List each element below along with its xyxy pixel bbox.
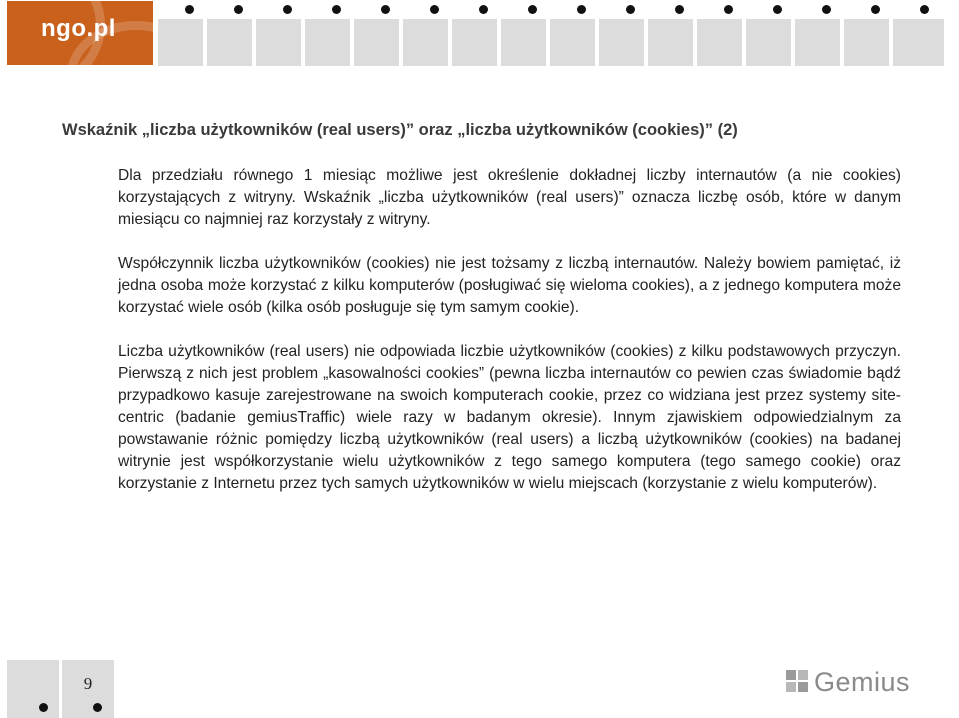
header-grid-cell xyxy=(844,19,889,66)
bullet-dot-icon xyxy=(39,703,48,712)
header-grid-cell xyxy=(501,19,546,66)
ngo-logo-text: ngo.pl xyxy=(41,15,116,42)
bullet-dot-icon xyxy=(185,5,194,14)
header-grid-cell xyxy=(305,19,350,66)
paragraph: Liczba użytkowników (real users) nie odpowiada liczbie użytkowników (cookies) z kilku podstawowych przyczyn. Pierwszą z nich jest problem „kasowalności cookies” (pewna liczba internautów co pewien czas świadomie bądź przypadkowo kasuje zarejestrowane na swoich komputerach cookie, przez co widziana jest przez systemy site-centric (badanie gemiusTraffic) wiele razy w badanym okresie). Innym zjawiskiem odpowiedzialnym za powstawanie różnic pomiędzy liczbą użytkowników (real users) a liczbą użytkowników (cookies) na badanej witrynie jest współkorzystanie wielu użytkowników z tego samego komputera (tego samego cookie) oraz korzystanie z Internetu przez tych samych użytkowników w wielu miejscach (korzystanie z wielu komputerów). xyxy=(118,343,901,492)
header-grid-cell xyxy=(746,19,791,66)
slide-body xyxy=(118,165,901,495)
bullet-dot-icon xyxy=(773,5,782,14)
slide-title: Wskaźnik „liczba użytkowników (real users)” oraz „liczba użytkowników (cookies)” (2) xyxy=(62,121,738,139)
header-grid-cell xyxy=(697,19,742,66)
bullet-dot-icon xyxy=(234,5,243,14)
bullet-dot-icon xyxy=(381,5,390,14)
header-grid-cell xyxy=(599,19,644,66)
bullet-dot-icon xyxy=(93,703,102,712)
bullet-dot-icon xyxy=(332,5,341,14)
bullet-dot-icon xyxy=(430,5,439,14)
bullet-dot-icon xyxy=(283,5,292,14)
footer-grid-cell xyxy=(7,660,59,718)
header-grid-cell xyxy=(354,19,399,66)
bullet-dot-icon xyxy=(479,5,488,14)
bullet-dot-icon xyxy=(675,5,684,14)
paragraph: Współczynnik liczba użytkowników (cookies) nie jest tożsamy z liczbą internautów. Należy bowiem pamiętać, iż jedna osoba może korzystać z kilku komputerów (posługiwać się wieloma cookies), a z jednego komputera może korzystać wiele osób (kilka osób posługuje się tym samym cookie). xyxy=(118,255,901,316)
bullet-dot-icon xyxy=(724,5,733,14)
header-grid-cell xyxy=(256,19,301,66)
header-grid-cell xyxy=(795,19,840,66)
header-grid-cell xyxy=(550,19,595,66)
bullet-dot-icon xyxy=(626,5,635,14)
header-grid-cell xyxy=(648,19,693,66)
bullet-dot-icon xyxy=(920,5,929,14)
bullet-dot-icon xyxy=(528,5,537,14)
bullet-dot-icon xyxy=(822,5,831,14)
gemius-logo-text: Gemius xyxy=(814,666,911,697)
header-grid-cell xyxy=(893,19,944,66)
paragraph: Dla przedziału równego 1 miesiąc możliwe jest określenie dokładnej liczby internautów (a nie cookies) korzystających z witryny. Wskaźnik „liczba użytkowników (real users)” oznacza liczbę osób, które w danym miesiącu co najmniej raz korzystały z witryny. xyxy=(118,167,901,228)
footer-spacer xyxy=(118,660,774,718)
bullet-dot-icon xyxy=(577,5,586,14)
bullet-dot-icon xyxy=(871,5,880,14)
ngo-logo xyxy=(7,1,153,65)
gemius-mark-icon xyxy=(786,670,810,694)
header-grid-cell xyxy=(158,19,203,66)
page-number: 9 xyxy=(62,660,114,718)
header-grid-cell xyxy=(207,19,252,66)
gemius-logo xyxy=(786,662,910,702)
header-grid-cell xyxy=(403,19,448,66)
header-grid-cell xyxy=(452,19,497,66)
header-decoration xyxy=(158,1,944,65)
